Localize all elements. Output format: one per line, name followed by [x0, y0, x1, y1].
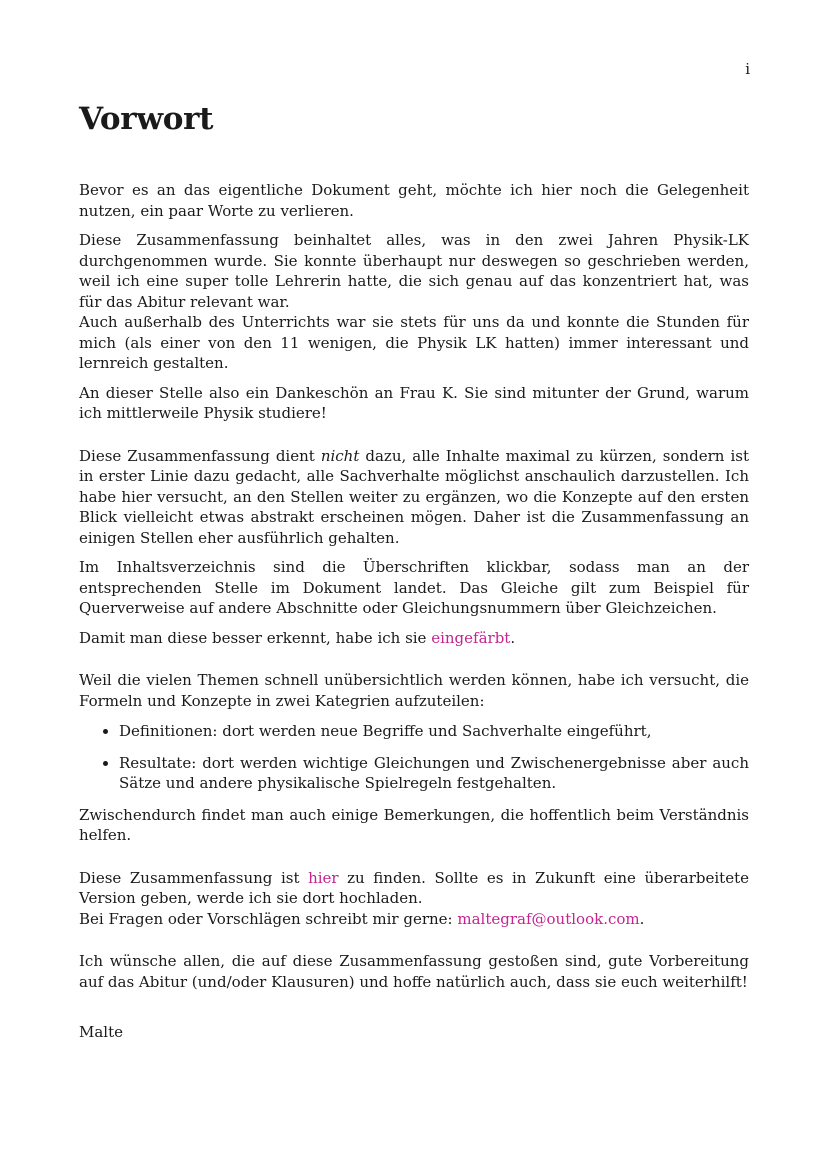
paragraph-thanks	[79, 230, 749, 312]
contact-text-start: Bei Fragen oder Vorschlägen schreibt mir gerne:	[79, 909, 458, 928]
page-title: Vorwort	[79, 101, 214, 137]
hier-link[interactable]: hier	[308, 868, 339, 887]
paragraph-thanks-text: Diese Zusammenfassung beinhaltet alles, was in den zwei Jahren Physik-LK durchgenommen wurde. Sie konnte überhaupt nur deswegen so geschrieben werden, weil ich eine super tolle Lehrerin hatte, die sich genau auf das konzentriert hat, was für das Abitur relevant war.	[79, 231, 749, 311]
paragraph-download	[79, 868, 749, 909]
purpose-text-end: dazu, alle Inhalte maximal zu kürzen, sondern ist in erster Linie dazu gedacht, alle Sachverhalte möglichst anschaulich darzustellen. Ich habe hier versucht, an den Stellen weiter zu ergänzen, wo die Konzepte auf den ersten Blick vielleicht etwas abstrakt erscheinen mögen. Daher ist die Zusammenfassung an einigen Stellen eher ausführlich gehalten.	[79, 446, 749, 547]
paragraph-contact	[79, 909, 749, 930]
paragraph-colored-links	[79, 628, 749, 649]
paragraph-categories: Weil die vielen Themen schnell unübersichtlich werden können, habe ich versucht, die Formeln und Konzepte in zwei Kategrien aufzuteilen:	[79, 671, 749, 710]
category-list	[79, 721, 749, 794]
colored-text-end: .	[510, 628, 516, 647]
paragraph-intro: Bevor es an das eigentliche Dokument geht, möchte ich hier noch die Gelegenheit nutzen, ein paar Worte zu verlieren.	[79, 181, 749, 220]
colored-text-start: Damit man diese besser erkennt, habe ich sie	[79, 628, 432, 647]
download-text-end: zu finden. Sollte es in Zukunft eine überarbeitete Version geben, werde ich sie dort hochladen.	[79, 868, 749, 907]
purpose-emphasis: nicht	[320, 446, 360, 465]
paragraph-dedication: An dieser Stelle also ein Dankeschön an Frau K. Sie sind mitunter der Grund, warum ich mittlerweile Physik studiere!	[79, 383, 749, 422]
contact-text-end: .	[639, 909, 645, 928]
list-item: • Definitionen: dort werden neue Begriffe und Sachverhalte eingeführt,	[119, 721, 749, 742]
paragraph-toc-links: Im Inhaltsverzeichnis sind die Überschriften klickbar, sodass man an der entsprechenden Stelle im Dokument landet. Das Gleiche gilt zum Beispiel für Querverweise auf andere Abschnitte oder Gleichungsnummern über Gleichzeichen.	[79, 558, 749, 617]
paragraph-closing: Ich wünsche allen, die auf diese Zusammenfassung gestoßen sind, gute Vorbereitung auf das Abitur (und/oder Klausuren) und hoffe natürlich auch, dass sie euch weiterhilft!	[79, 952, 749, 991]
paragraph-thanks-continued: Auch außerhalb des Unterrichts war sie stets für uns da und konnte die Stunden für mich (als einer von den 11 wenigen, die Physik LK hatten) immer interessant und lernreich gestalten.	[79, 313, 749, 372]
download-text-start: Diese Zusammenfassung ist	[79, 868, 309, 887]
eingefaerbt-link[interactable]: eingefärbt	[431, 628, 511, 647]
page-number: i	[745, 60, 750, 78]
document-body	[79, 98, 749, 1052]
email-link[interactable]: maltegraf@outlook.com	[457, 909, 640, 928]
purpose-text-start: Diese Zusammenfassung dient	[79, 446, 321, 465]
paragraph-purpose	[79, 446, 749, 549]
signature: Malte	[79, 1023, 124, 1041]
list-item: • Resultate: dort werden wichtige Gleichungen und Zwischenergebnisse aber auch Sätze und andere physikalische Spielregeln festgehalten.	[119, 753, 749, 794]
paragraph-remarks: Zwischendurch findet man auch einige Bemerkungen, die hoffentlich beim Verständnis helfen.	[79, 805, 749, 844]
